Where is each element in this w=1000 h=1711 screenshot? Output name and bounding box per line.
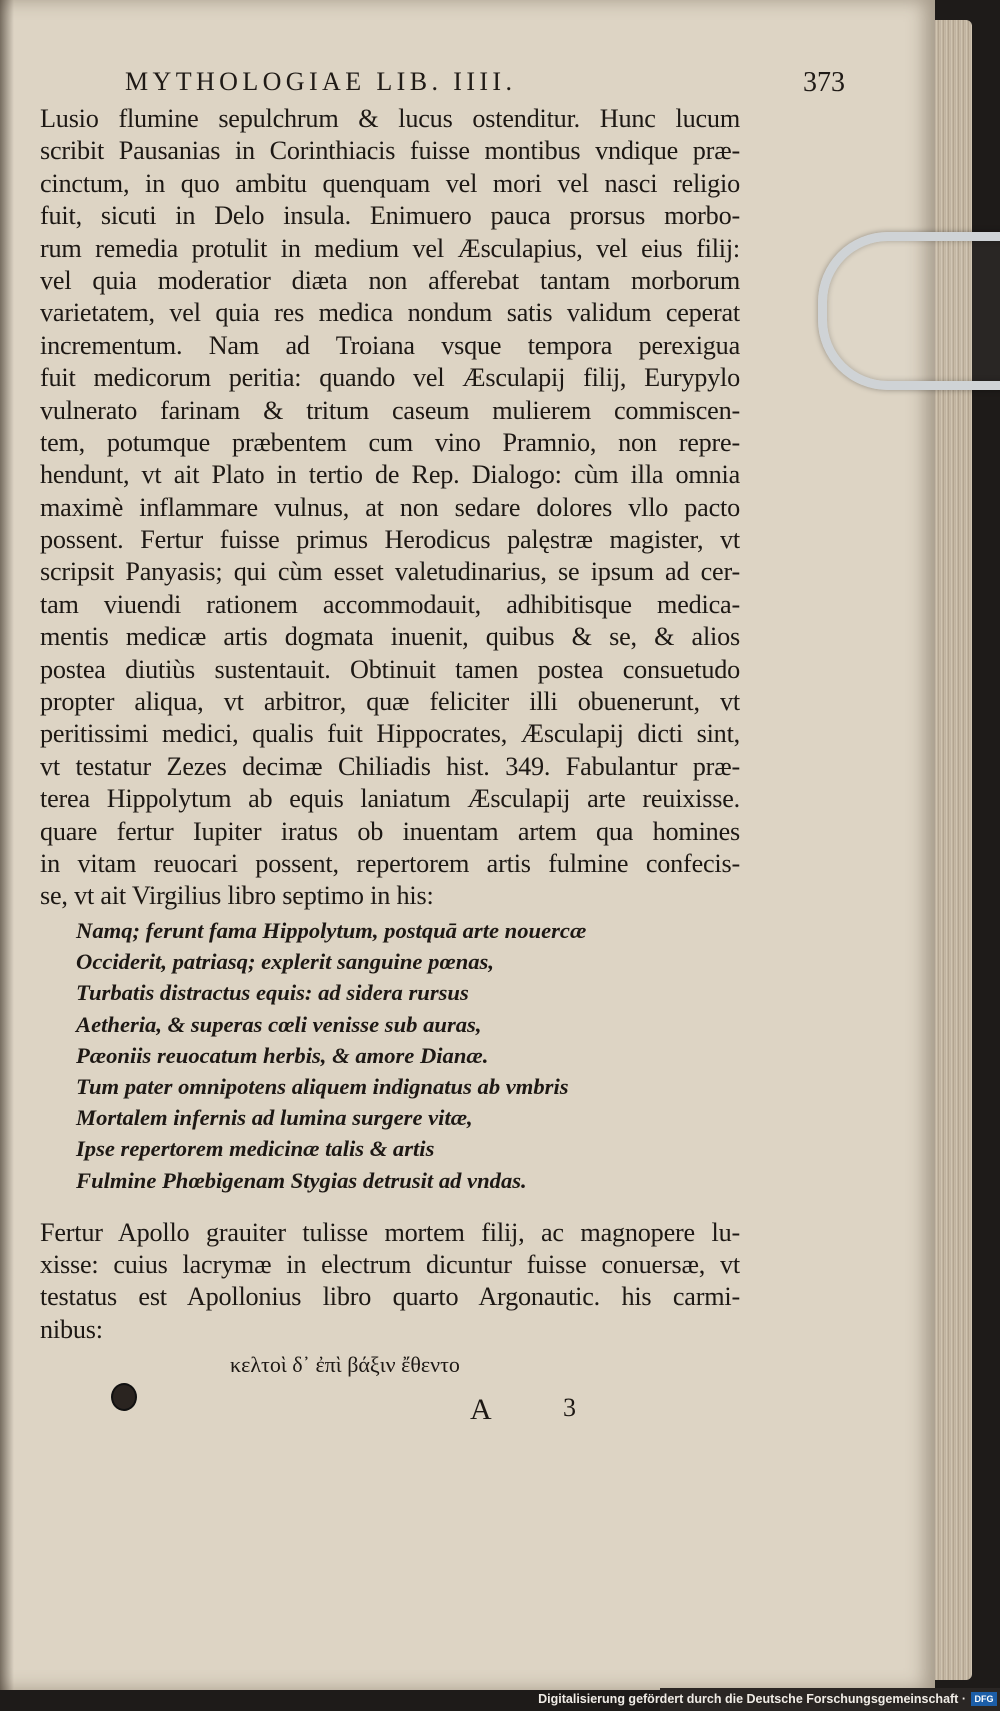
signature-number: 3 (563, 1393, 576, 1422)
text-line: postea diutiùs sustentauit. Obtinuit tamen postea consuetudo (40, 654, 740, 684)
text-line: fuit medicorum peritia: quando vel Æsculapij filij, Eurypylo (40, 363, 740, 393)
greek-quotation: κελτοὶ δ᾽ ἐπὶ βάξιν ἔθεντο (230, 1352, 460, 1377)
library-stamp (111, 1383, 137, 1411)
text-line: terea Hippolytum ab equis laniatum Æsculapij arte reuixisse. (40, 784, 740, 814)
verse-line: Mortalem infernis ad lumina surgere vitæ, (76, 1105, 473, 1131)
closing-paragraph (40, 1217, 740, 1346)
verse-line: Aetheria, & superas cœli venisse sub auras, (76, 1011, 482, 1037)
verse-line: Tum pater omnipotens aliquem indignatus ab vmbris (76, 1073, 569, 1099)
page-header (125, 67, 845, 107)
body-text (40, 103, 740, 913)
text-line: nibus: (40, 1314, 103, 1344)
signature-mark: A (470, 1393, 492, 1426)
text-line: tem, potumque præbentem cum vino Pramnio, non repre- (40, 427, 740, 457)
text-line: vt testatur Zezes decimæ Chiliadis hist. 349. Fabulantur præ- (40, 751, 740, 781)
text-line: possent. Fertur fuisse primus Herodicus palęstræ magister, vt (40, 525, 740, 555)
text-line: varietatem, vel quia res medica nondum satis validum ceperat (40, 298, 740, 328)
text-line: rum remedia protulit in medium vel Æsculapius, vel eius filij: (40, 233, 740, 263)
verse-line: Fulmine Phœbigenam Stygias detrusit ad vndas. (76, 1167, 527, 1193)
text-line: in vitam reuocari possent, repertorem artis fulmine confecis- (40, 848, 740, 878)
dfg-logo-icon: DFG (971, 1692, 997, 1706)
digitization-footer (538, 1688, 1000, 1711)
verse-line: Occiderit, patriasq; explerit sanguine pœnas, (76, 949, 494, 975)
text-line: incrementum. Nam ad Troiana vsque tempora perexigua (40, 330, 740, 360)
verse-line: Pæoniis reuocatum herbis, & amore Dianæ. (76, 1042, 489, 1068)
text-line: xisse: cuius lacrymæ in electrum dicuntur fuisse conuersæ, vt (40, 1250, 740, 1280)
running-title: MYTHOLOGIAE LIB. IIII. (125, 67, 517, 96)
text-line: peritissimi medici, qualis fuit Hippocrates, Æsculapij dicti sint, (40, 719, 740, 749)
text-line: Lusio flumine sepulchrum & lucus ostenditur. Hunc lucum (40, 104, 740, 133)
page-number: 373 (803, 67, 845, 98)
text-line: scripsit Panyasis; qui cùm esset valetudinarius, se ipsum ad cer- (40, 557, 740, 587)
text-line: se, vt ait Virgilius libro septimo in his: (40, 881, 434, 911)
text-line: Fertur Apollo grauiter tulisse mortem filij, ac magnopere lu- (40, 1218, 740, 1247)
text-line: vel quia moderatior diæta non afferebat tantam morborum (40, 265, 740, 295)
text-line: tam viuendi rationem accommodauit, adhibitisque medica- (40, 589, 740, 619)
text-line: quare fertur Iupiter iratus ob inuentam artem qua homines (40, 816, 740, 846)
text-line: fuit, sicuti in Delo insula. Enimuero pauca prorsus morbo- (40, 201, 740, 231)
text-line: cinctum, in quo ambitu quenquam vel mori vel nasci religio (40, 168, 740, 198)
verse-quotation (76, 915, 756, 1196)
text-line: propter aliqua, vt arbitror, quæ feliciter illi obuenerunt, vt (40, 687, 740, 717)
footer-credit: Digitalisierung gefördert durch die Deutsche Forschungsgemeinschaft · (538, 1692, 966, 1706)
page-clip (818, 232, 1000, 390)
text-line: mentis medicæ artis dogmata inuenit, quibus & se, & alios (40, 622, 740, 652)
text-line: maximè inflammare vulnus, at non sedare dolores vllo pacto (40, 492, 740, 522)
text-line: testatus est Apollonius libro quarto Argonautic. his carmi- (40, 1282, 740, 1312)
text-line: vulnerato farinam & tritum caseum mulierem commiscen- (40, 395, 740, 425)
verse-line: Turbatis distractus equis: ad sidera rursus (76, 980, 469, 1006)
verse-line: Ipse repertorem medicinæ talis & artis (76, 1136, 435, 1162)
verse-line: Namq; ferunt fama Hippolytum, postquā arte nouercæ (76, 918, 587, 943)
text-line: scribit Pausanias in Corinthiacis fuisse montibus vndique præ- (40, 136, 740, 166)
text-line: hendunt, vt ait Plato in tertio de Rep. Dialogo: cùm illa omnia (40, 460, 740, 490)
